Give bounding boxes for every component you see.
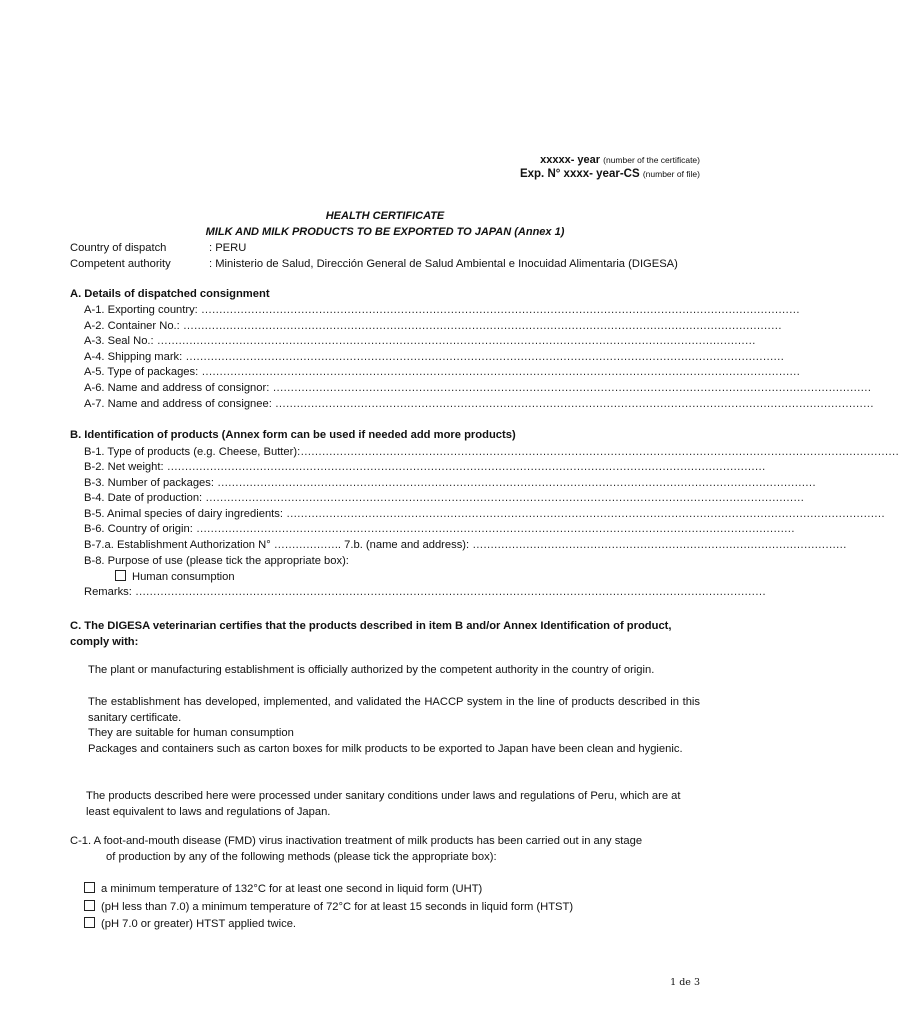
field-a4[interactable]: A-4. Shipping mark: …………………………………………………………………………………………………………………………………………………… — [84, 351, 784, 363]
statement-haccp: The establishment has developed, implemented, and validated the HACCP system in the line of products described in this sanitary certificate. — [88, 696, 700, 724]
human-consumption-option[interactable] — [115, 570, 235, 583]
certificate-number-note: (number of the certificate) — [603, 155, 700, 165]
htst-checkbox[interactable] — [84, 900, 95, 911]
field-a5[interactable]: A-5. Type of packages: …………………………………………………………………………………………………………………………………………………… — [84, 366, 800, 378]
field-b8-label: B-8. Purpose of use (please tick the appropriate box): — [84, 555, 349, 567]
field-remarks[interactable]: Remarks: …………………………………………………………………………………………………………………………………………………………… — [84, 586, 766, 598]
htst-twice-checkbox[interactable] — [84, 917, 95, 928]
page-number: 1 de 3 — [670, 977, 700, 988]
c1-text-line1: C-1. A foot-and-mouth disease (FMD) virus inactivation treatment of milk products has been carried out in any stage — [70, 835, 643, 847]
field-a6[interactable]: A-6. Name and address of consignor: …………………………………………………………………………………………………………………………………………………… — [84, 382, 871, 394]
file-number-value: Exp. N° xxxx- year-CS — [519, 168, 640, 180]
uht-label: a minimum temperature of 132°C for at least one second in liquid form (UHT) — [101, 883, 483, 895]
field-b4[interactable]: B-4. Date of production: …………………………………………………………………………………………………………………………………………………… — [84, 492, 804, 504]
statement-packaging: Packages and containers such as carton boxes for milk products to be exported to Japan have been clean and hygienic. — [88, 743, 683, 755]
statement-authorized: The plant or manufacturing establishment is officially authorized by the competent authority in the country of origin. — [88, 664, 655, 676]
certificate-number-value: xxxxx- year — [540, 154, 601, 166]
fmd-option-htst[interactable] — [84, 900, 573, 913]
statement-laws: The products described here were processed under sanitary conditions under laws and regulations of Peru, which are at least equivalent to laws and regulations of Japan. — [86, 790, 681, 818]
field-b3[interactable]: B-3. Number of packages: …………………………………………………………………………………………………………………………………………………… — [84, 477, 816, 489]
fmd-option-uht[interactable] — [84, 882, 482, 895]
field-a7[interactable]: A-7. Name and address of consignee: …………………………………………………………………………………………………………………………………………………… — [84, 398, 874, 410]
uht-checkbox[interactable] — [84, 882, 95, 893]
statement-human-consumption: They are suitable for human consumption — [88, 727, 294, 739]
field-a2[interactable]: A-2. Container No.: …………………………………………………………………………………………………………………………………………………… — [84, 320, 782, 332]
field-a3[interactable]: A-3. Seal No.: …………………………………………………………………………………………………………………………………………………… — [84, 335, 756, 347]
human-consumption-checkbox[interactable] — [115, 570, 126, 581]
section-c-heading: C. The DIGESA veterinarian certifies that the products described in item B and/or Annex Identification of product, comply with: — [70, 620, 672, 648]
field-b7[interactable]: B-7.a. Establishment Authorization N° ………………. 7.b. (name and address): …………………………………………………………………………………………… — [84, 539, 847, 551]
meta-row-authority — [70, 258, 678, 270]
section-a-heading: A. Details of dispatched consignment — [70, 288, 270, 300]
document-title: HEALTH CERTIFICATE — [325, 210, 445, 222]
field-b5[interactable]: B-5. Animal species of dairy ingredients: …………………………………………………………………………………………………………………………………………………… — [84, 508, 885, 520]
file-number-note: (number of file) — [642, 169, 700, 179]
certificate-number — [540, 154, 700, 166]
field-b2[interactable]: B-2. Net weight: …………………………………………………………………………………………………………………………………………………… — [84, 461, 766, 473]
meta-label: Country of dispatch — [70, 242, 167, 254]
section-b-heading: B. Identification of products (Annex form can be used if needed add more products) — [70, 429, 516, 441]
meta-value: : PERU — [209, 242, 247, 254]
file-number — [520, 168, 700, 180]
field-b6[interactable]: B-6. Country of origin: …………………………………………………………………………………………………………………………………………………… — [84, 523, 795, 535]
meta-value: : Ministerio de Salud, Dirección General de Salud Ambiental e Inocuidad Alimentaria (DIGESA) — [209, 258, 678, 270]
htst-twice-label: (pH 7.0 or greater) HTST applied twice. — [101, 918, 297, 930]
c1-text-line2: of production by any of the following methods (please tick the appropriate box): — [106, 851, 497, 863]
meta-row-country — [70, 242, 246, 254]
htst-label: (pH less than 7.0) a minimum temperature of 72°C for at least 15 seconds in liquid form (HTST) — [101, 901, 574, 913]
human-consumption-label: Human consumption — [132, 571, 235, 583]
fmd-option-htst-twice[interactable] — [84, 917, 296, 930]
field-b1[interactable]: B-1. Type of products (e.g. Cheese, Butter):…………………………………………………………………………………………………………………………………………………… — [84, 446, 899, 458]
meta-label: Competent authority — [70, 258, 171, 270]
field-a1[interactable]: A-1. Exporting country: …………………………………………………………………………………………………………………………………………………… — [84, 304, 800, 316]
document-subtitle: MILK AND MILK PRODUCTS TO BE EXPORTED TO JAPAN (Annex 1) — [205, 226, 565, 238]
